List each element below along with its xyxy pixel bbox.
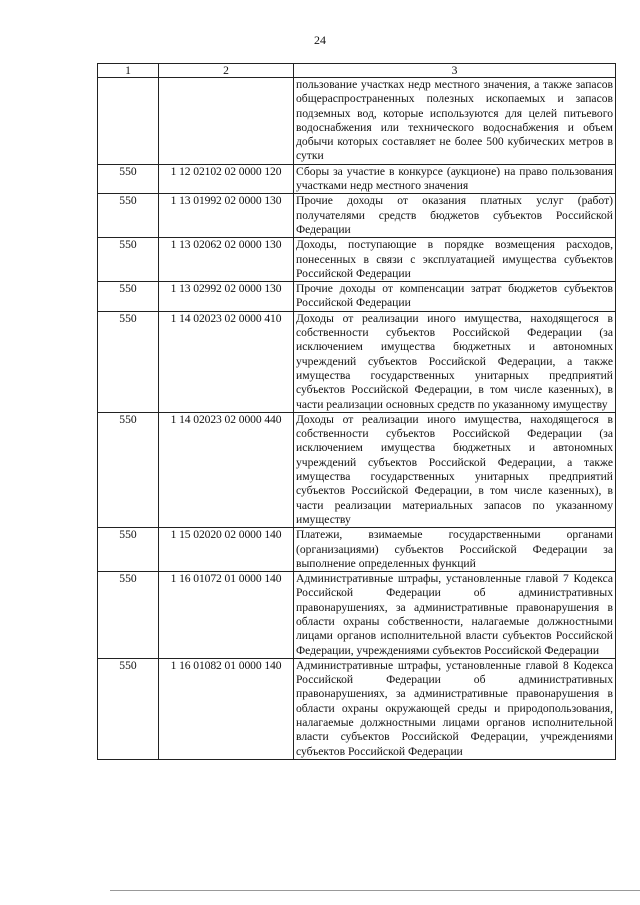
table-row	[98, 78, 616, 165]
admin-code-cell: 550	[98, 238, 159, 282]
admin-code-cell: 550	[98, 412, 159, 527]
table-row	[98, 412, 616, 527]
table-row	[98, 658, 616, 759]
table-row	[98, 528, 616, 572]
budget-code-cell	[159, 78, 294, 165]
admin-code-cell: 550	[98, 194, 159, 238]
budget-code-cell: 1 16 01072 01 0000 140	[159, 572, 294, 659]
admin-code-cell: 550	[98, 311, 159, 412]
admin-code-cell: 550	[98, 528, 159, 572]
budget-code-cell: 1 14 02023 02 0000 440	[159, 412, 294, 527]
column-header-1: 1	[98, 64, 159, 78]
column-header-2: 2	[159, 64, 294, 78]
page-number: 24	[314, 33, 326, 47]
budget-code-cell: 1 16 01082 01 0000 140	[159, 658, 294, 759]
budget-code-cell: 1 15 02020 02 0000 140	[159, 528, 294, 572]
table-row	[98, 194, 616, 238]
description-cell: Сборы за участие в конкурсе (аукционе) на право пользования участками недр местного значения	[294, 164, 616, 194]
budget-code-cell: 1 13 02992 02 0000 130	[159, 282, 294, 312]
admin-code-cell: 550	[98, 658, 159, 759]
description-cell: Административные штрафы, установленные главой 7 Кодекса Российской Федерации об административных правонарушениях, за административные правонарушения в области охраны собственности, налагаемые должностными лицами органов исполнительной власти субъектов Российской Федерации, учреждениями субъектов Российской Федерации	[294, 572, 616, 659]
scan-edge-line	[110, 890, 640, 891]
description-cell: Доходы от реализации иного имущества, находящегося в собственности субъектов Российской Федерации (за исключением имущества бюджетных и автономных учреждений субъектов Российской Федерации, а также имущества государственных унитарных предприятий субъектов Российской Федерации, в том числе казенных), в части реализации материальных запасов по указанному имуществу	[294, 412, 616, 527]
admin-code-cell: 550	[98, 282, 159, 312]
column-header-3: 3	[294, 64, 616, 78]
description-cell: Доходы, поступающие в порядке возмещения расходов, понесенных в связи с эксплуатацией имущества субъектов Российской Федерации	[294, 238, 616, 282]
revenue-codes-table	[97, 63, 616, 760]
budget-code-cell: 1 13 01992 02 0000 130	[159, 194, 294, 238]
budget-code-cell: 1 13 02062 02 0000 130	[159, 238, 294, 282]
description-cell: Платежи, взимаемые государственными органами (организациями) субъектов Российской Федерации за выполнение определенных функций	[294, 528, 616, 572]
budget-code-cell: 1 12 02102 02 0000 120	[159, 164, 294, 194]
table-row	[98, 164, 616, 194]
admin-code-cell: 550	[98, 164, 159, 194]
budget-code-cell: 1 14 02023 02 0000 410	[159, 311, 294, 412]
admin-code-cell	[98, 78, 159, 165]
admin-code-cell: 550	[98, 572, 159, 659]
table-row	[98, 238, 616, 282]
table-header-row	[98, 64, 616, 78]
description-cell: Административные штрафы, установленные главой 8 Кодекса Российской Федерации об административных правонарушениях, за административные правонарушения в области охраны окружающей среды и природопользования, налагаемые должностными лицами органов исполнительной власти субъектов Российской Федерации, учреждениями субъектов Российской Федерации	[294, 658, 616, 759]
table-row	[98, 311, 616, 412]
description-cell: пользование участках недр местного значения, а также запасов общераспространенных полезных ископаемых и запасов подземных вод, которые используются для целей питьевого водоснабжения или технического водоснабжения и объем добычи которых составляет не более 500 кубических метров в сутки	[294, 78, 616, 165]
description-cell: Прочие доходы от оказания платных услуг (работ) получателями средств бюджетов субъектов Российской Федерации	[294, 194, 616, 238]
table-row	[98, 282, 616, 312]
table-row	[98, 572, 616, 659]
description-cell: Прочие доходы от компенсации затрат бюджетов субъектов Российской Федерации	[294, 282, 616, 312]
description-cell: Доходы от реализации иного имущества, находящегося в собственности субъектов Российской Федерации (за исключением имущества бюджетных и автономных учреждений субъектов Российской Федерации, а также имущества государственных унитарных предприятий субъектов Российской Федерации, в том числе казенных), в части реализации основных средств по указанному имуществу	[294, 311, 616, 412]
